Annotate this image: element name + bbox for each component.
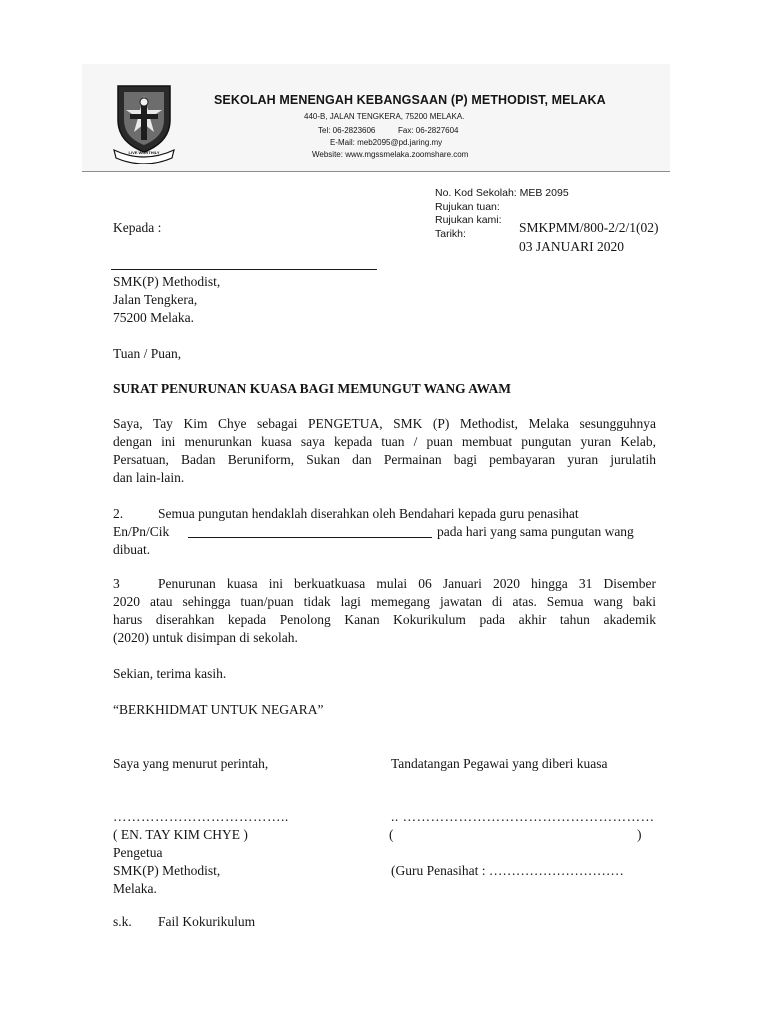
paragraph-3-line-4: (2020) untuk disimpan di sekolah. — [113, 630, 298, 645]
right-signature-dots: .. ……………………………………………… — [391, 809, 655, 824]
school-telephone: Tel: 06-2823606 — [318, 126, 376, 135]
date-value: 03 JANUARI 2020 — [519, 239, 625, 254]
paragraph-1-line-1: Saya, Tay Kim Chye sebagai PENGETUA, SMK (P) Methodist, Melaka sesungguhnya — [113, 416, 656, 431]
letter-subject: SURAT PENURUNAN KUASA BAGI MEMUNGUT WANG AWAM — [113, 381, 512, 396]
paragraph-3-number: 3 — [113, 576, 120, 591]
your-reference-label: Rujukan tuan: — [435, 201, 500, 213]
principal-location: Melaka. — [113, 881, 157, 896]
letterhead-divider — [82, 171, 670, 172]
principal-organization: SMK(P) Methodist, — [113, 863, 221, 878]
school-fax: Fax: 06-2827604 — [398, 126, 459, 135]
left-signature-dots: ……………………………….. — [113, 809, 289, 824]
principal-title: Pengetua — [113, 845, 163, 860]
paragraph-1-line-2: dengan ini menurunkan kuasa saya kepada tuan / puan membuat pungutan yuran Kelab, — [113, 434, 656, 449]
recipient-line-1: SMK(P) Methodist, — [113, 274, 221, 289]
paragraph-1-line-3: Persatuan, Badan Beruniform, Sukan dan Permainan bagi pembayaran yuran jurulatih — [113, 452, 656, 467]
paragraph-1-line-4: dan lain-lain. — [113, 470, 185, 485]
advisor-close-paren: ) — [637, 827, 642, 842]
motto-line: “BERKHIDMAT UNTUK NEGARA” — [113, 702, 324, 717]
cc-label: s.k. — [113, 914, 132, 929]
cc-value: Fail Kokurikulum — [158, 914, 256, 929]
salutation: Tuan / Puan, — [113, 346, 182, 361]
principal-name: ( EN. TAY KIM CHYE ) — [113, 827, 248, 842]
paragraph-2-line-3: dibuat. — [113, 542, 151, 557]
school-email: E-Mail: meb2095@pd.jaring.my — [330, 138, 443, 147]
advisor-name-blank — [188, 537, 432, 538]
paragraph-3-line-2: 2020 atau sehingga tuan/puan tidak lagi memegang jawatan di atas. Semua wang baki — [113, 594, 656, 609]
paragraph-2-number: 2. — [113, 506, 124, 521]
paragraph-2-line-1: Semua pungutan hendaklah diserahkan oleh Bendahari kepada guru penasihat — [158, 506, 579, 521]
advisor-open-paren: ( — [389, 827, 394, 842]
advisor-role: (Guru Penasihat : ………………………… — [391, 863, 624, 878]
paragraph-3-line-1: Penurunan kuasa ini berkuatkuasa mulai 06 Januari 2020 hingga 31 Disember — [158, 576, 656, 591]
school-address: 440-B, JALAN TENGKERA, 75200 MELAKA. — [304, 112, 465, 121]
school-name: SEKOLAH MENENGAH KEBANGSAAN (P) METHODIST, MELAKA — [214, 93, 606, 107]
closing-line: Sekian, terima kasih. — [113, 666, 227, 681]
our-reference-value: SMKPMM/800-2/2/1(02) — [519, 220, 659, 235]
paragraph-2-suffix: pada hari yang sama pungutan wang — [437, 524, 634, 539]
recipient-line-2: Jalan Tengkera, — [113, 292, 198, 307]
recipient-line-3: 75200 Melaka. — [113, 310, 194, 325]
left-signature-heading: Saya yang menurut perintah, — [113, 756, 269, 771]
school-code: No. Kod Sekolah: MEB 2095 — [435, 187, 569, 199]
recipient-underline — [111, 269, 377, 270]
to-label: Kepada : — [113, 220, 162, 235]
our-reference-label: Rujukan kami: — [435, 214, 502, 226]
paragraph-3-line-3: harus diserahkan kepada Penolong Kanan Kokurikulum pada akhir tahun akademik — [113, 612, 656, 627]
school-website: Website: www.mgssmelaka.zoomshare.com — [312, 150, 469, 159]
date-label: Tarikh: — [435, 228, 466, 240]
crest-motto: LIVE WORTHILY — [128, 150, 160, 155]
right-signature-heading: Tandatangan Pegawai yang diberi kuasa — [391, 756, 608, 771]
paragraph-2-prefix: En/Pn/Cik — [113, 524, 170, 539]
